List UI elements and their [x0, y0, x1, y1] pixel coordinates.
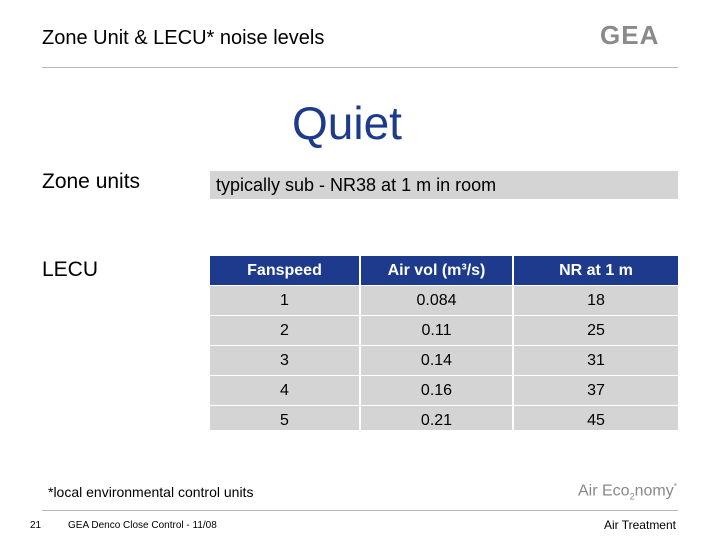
air-volume-cell: 0.084: [360, 286, 513, 316]
zone-units-label: Zone units: [42, 170, 141, 193]
air-volume-cell: 0.21: [360, 406, 513, 436]
lecu-noise-table: [210, 256, 678, 435]
header-nr: NR at 1 m: [513, 256, 678, 286]
gea-logo-text: GEA: [600, 22, 660, 48]
table-row: [210, 376, 678, 406]
lecu-table-panel: [210, 256, 678, 430]
nr-cell: 45: [513, 406, 678, 436]
fanspeed-cell: 4: [210, 376, 360, 406]
footer-left-text: GEA Denco Close Control - 11/08: [68, 520, 217, 531]
header-fanspeed: Fanspeed: [210, 256, 360, 286]
table-row: [210, 346, 678, 376]
page-number: 21: [30, 520, 42, 531]
air-economy-logo: [578, 482, 677, 502]
nr-cell: 25: [513, 316, 678, 346]
table-row: [210, 406, 678, 436]
brand-sub: 2: [629, 491, 635, 502]
footnote: *local environmental control units: [48, 484, 254, 500]
header-air-volume: Air vol (m³/s): [360, 256, 513, 286]
headline-text: Quiet: [292, 97, 402, 149]
table-header-row: [210, 256, 678, 286]
nr-cell: 18: [513, 286, 678, 316]
table-row: [210, 316, 678, 346]
lecu-label: LECU: [42, 258, 99, 281]
nr-cell: 31: [513, 346, 678, 376]
fanspeed-cell: 3: [210, 346, 360, 376]
header-divider: [42, 67, 678, 68]
footer-divider: [42, 510, 678, 511]
gea-logo: [600, 22, 680, 48]
slide-title: Zone Unit & LECU* noise levels: [42, 27, 325, 49]
footer-right-text: Air Treatment: [603, 518, 676, 532]
nr-cell: 37: [513, 376, 678, 406]
fanspeed-cell: 2: [210, 316, 360, 346]
brand-pre: Air Eco: [578, 482, 630, 500]
zone-units-description: typically sub - NR38 at 1 m in room: [210, 171, 678, 199]
air-volume-cell: 0.11: [360, 316, 513, 346]
brand-post: nomy: [634, 482, 674, 500]
table-row: [210, 286, 678, 316]
brand-sup: *: [673, 482, 677, 491]
fanspeed-cell: 5: [210, 406, 360, 436]
headline: [0, 96, 720, 150]
air-volume-cell: 0.14: [360, 346, 513, 376]
air-volume-cell: 0.16: [360, 376, 513, 406]
fanspeed-cell: 1: [210, 286, 360, 316]
